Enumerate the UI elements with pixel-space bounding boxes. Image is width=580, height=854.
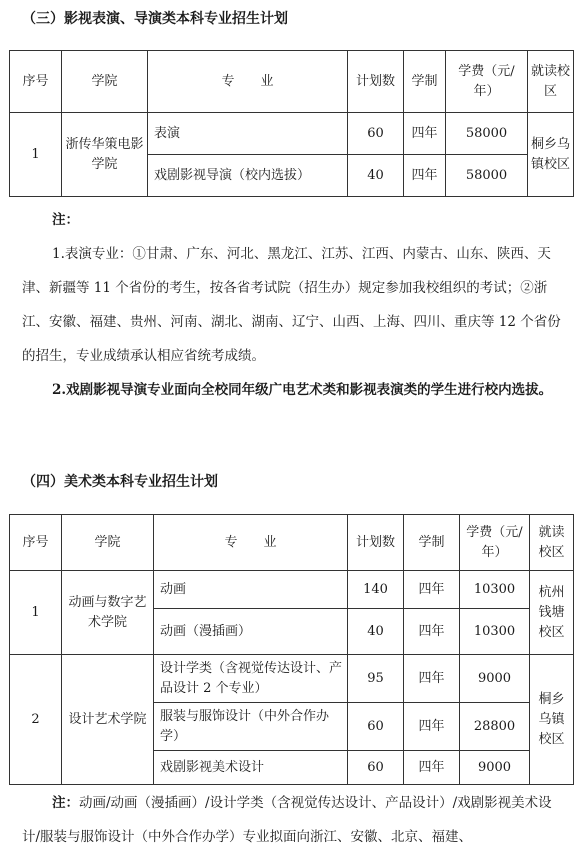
section3-title: （三）影视表演、导演类本科专业招生计划 [22, 11, 288, 27]
row-fee: 10300 [460, 571, 530, 609]
row-major: 戏剧影视美术设计 [154, 751, 348, 785]
row-fee: 10300 [460, 609, 530, 655]
section4-table [9, 514, 574, 785]
header-years: 学制 [404, 515, 460, 571]
row-years: 四年 [404, 751, 460, 785]
note-1: 1.表演专业：①甘肃、广东、河北、黑龙江、江苏、江西、内蒙古、山东、陕西、天津、新疆等 11 个省份的考生，按各省考试院（招生办）规定参加我校组织的考试；②浙江、安徽、福建、贵州、河南、湖北、湖南、辽宁、山西、上海、四川、重庆等 12 个省份的招生，专业成绩承认相应省统考成绩。 [22, 246, 561, 364]
header-college: 学院 [62, 51, 148, 113]
row-major: 设计学类（含视觉传达设计、产品设计 2 个专业） [154, 655, 348, 703]
row-no: 2 [10, 655, 62, 785]
row-years: 四年 [404, 703, 460, 751]
header-major: 专 业 [148, 51, 348, 113]
row-plan: 60 [348, 751, 404, 785]
row-no: 1 [10, 571, 62, 655]
table-row [10, 571, 574, 609]
row-major: 服装与服饰设计（中外合作办学） [154, 703, 348, 751]
row-campus: 桐乡乌镇校区 [530, 655, 574, 785]
section4-note [22, 786, 562, 854]
header-major: 专 业 [154, 515, 348, 571]
section4-title: （四）美术类本科专业招生计划 [22, 474, 218, 490]
header-fee: 学费（元/年） [446, 51, 528, 113]
row-fee: 28800 [460, 703, 530, 751]
table-header [10, 51, 574, 113]
row-plan: 140 [348, 571, 404, 609]
row-no: 1 [10, 113, 62, 197]
row-years: 四年 [404, 155, 446, 197]
row-years: 四年 [404, 113, 446, 155]
header-years: 学制 [404, 51, 446, 113]
row-campus: 桐乡乌镇校区 [528, 113, 574, 197]
note-2: 2.戏剧影视导演专业面向全校同年级广电艺术类和影视表演类的学生进行校内选拔。 [52, 382, 553, 398]
row-college: 浙传华策电影学院 [62, 113, 148, 197]
header-plan: 计划数 [348, 51, 404, 113]
row-major: 戏剧影视导演（校内选拔） [148, 155, 348, 197]
row-fee: 9000 [460, 655, 530, 703]
row-plan: 40 [348, 609, 404, 655]
note-label: 注： [52, 795, 79, 811]
section3-notes [22, 203, 562, 407]
header-no: 序号 [10, 51, 62, 113]
row-plan: 40 [348, 155, 404, 197]
row-plan: 95 [348, 655, 404, 703]
row-campus: 杭州钱塘校区 [530, 571, 574, 655]
header-fee: 学费（元/年） [460, 515, 530, 571]
table-row [10, 655, 574, 703]
row-years: 四年 [404, 655, 460, 703]
table-row [10, 113, 574, 155]
row-fee: 58000 [446, 155, 528, 197]
note-text [22, 786, 562, 854]
row-years: 四年 [404, 609, 460, 655]
header-plan: 计划数 [348, 515, 404, 571]
row-fee: 9000 [460, 751, 530, 785]
header-campus: 就读校区 [528, 51, 574, 113]
row-college: 动画与数字艺术学院 [62, 571, 154, 655]
note-body: 动画/动画（漫插画）/设计学类（含视觉传达设计、产品设计）/戏剧影视美术设计/服装与服饰设计（中外合作办学）专业拟面向浙江、安徽、北京、福建、 [22, 795, 552, 845]
row-plan: 60 [348, 703, 404, 751]
row-years: 四年 [404, 571, 460, 609]
row-fee: 58000 [446, 113, 528, 155]
header-campus: 就读校区 [530, 515, 574, 571]
note-label: 注： [52, 212, 79, 228]
section3-table [9, 50, 574, 197]
header-no: 序号 [10, 515, 62, 571]
header-college: 学院 [62, 515, 154, 571]
table-header [10, 515, 574, 571]
row-plan: 60 [348, 113, 404, 155]
row-major: 动画（漫插画） [154, 609, 348, 655]
row-major: 表演 [148, 113, 348, 155]
row-college: 设计艺术学院 [62, 655, 154, 785]
row-major: 动画 [154, 571, 348, 609]
